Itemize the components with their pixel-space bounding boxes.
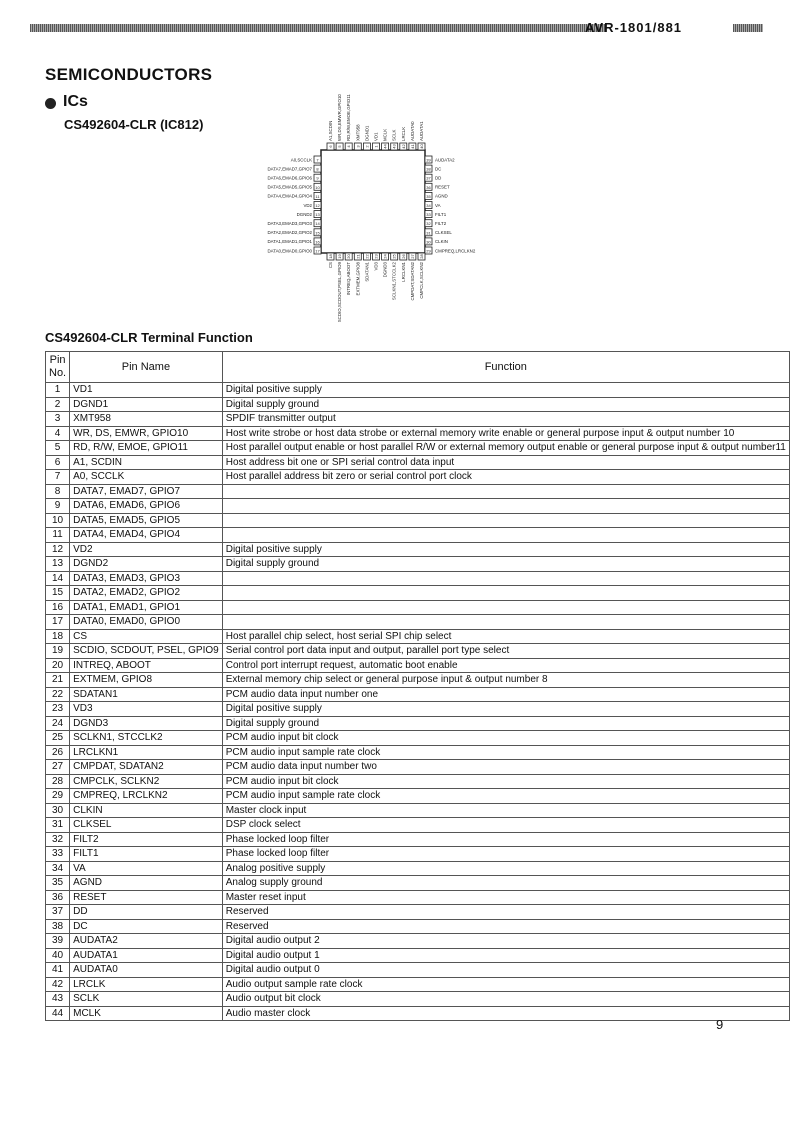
function-cell: Digital audio output 2 — [222, 934, 789, 949]
pin-name-cell: VD3 — [70, 702, 223, 717]
pin-number-cell: 23 — [46, 702, 70, 717]
pin-name-cell: CMPDAT, SDATAN2 — [70, 760, 223, 775]
function-cell: Digital audio output 1 — [222, 948, 789, 963]
pin-label: CMPDAT,SDATAN2 — [409, 262, 415, 301]
pin-number: 20 — [346, 254, 352, 259]
pin-name-cell: DC — [70, 919, 223, 934]
pin-label: CMPREQ,LRCLKN2 — [435, 248, 476, 254]
pin-name-cell: DD — [70, 905, 223, 920]
pin-number-cell: 7 — [46, 470, 70, 485]
pin-label: LRCLK — [400, 126, 406, 141]
header-rule-left — [30, 24, 605, 32]
pin-number-cell: 8 — [46, 484, 70, 499]
function-cell — [222, 484, 789, 499]
table-row — [46, 731, 790, 746]
pin-name-cell: LRCLK — [70, 977, 223, 992]
pin-label: RESET — [435, 184, 450, 190]
pin-label: DC — [435, 166, 442, 172]
table-row — [46, 412, 790, 427]
model-name: AVR-1801/881 — [585, 20, 683, 35]
pin-number: 31 — [426, 230, 431, 236]
table-row — [46, 383, 790, 398]
pin-label: DATA2,EMAD2,GPIO2 — [267, 230, 312, 236]
pin-number: 12 — [315, 203, 320, 208]
table-row — [46, 455, 790, 470]
pin-name-cell: DATA1, EMAD1, GPIO1 — [70, 600, 223, 615]
pin-name-cell: AUDATA2 — [70, 934, 223, 949]
pin-name-cell: DATA3, EMAD3, GPIO3 — [70, 571, 223, 586]
table-row — [46, 890, 790, 905]
pin-number-cell: 22 — [46, 687, 70, 702]
table-row — [46, 615, 790, 630]
pin-number-cell: 27 — [46, 760, 70, 775]
function-cell: Analog supply ground — [222, 876, 789, 891]
pin-name-cell: LRCLKN1 — [70, 745, 223, 760]
pin-name-cell: RD, R/W, EMOE, GPIO11 — [70, 441, 223, 456]
pin-number: 21 — [355, 254, 361, 259]
pin-label: MCLK — [382, 128, 388, 141]
header-rule-right — [733, 24, 763, 32]
pin-number-cell: 30 — [46, 803, 70, 818]
pin-name-cell: DATA7, EMAD7, GPIO7 — [70, 484, 223, 499]
function-cell: PCM audio input sample rate clock — [222, 789, 789, 804]
function-cell: PCM audio data input number one — [222, 687, 789, 702]
pin-number-cell: 34 — [46, 861, 70, 876]
pin-number-cell: 18 — [46, 629, 70, 644]
pin-label: DGND2 — [296, 211, 312, 217]
table-row — [46, 861, 790, 876]
table-row — [46, 716, 790, 731]
pin-name-cell: DATA0, EMAD0, GPIO0 — [70, 615, 223, 630]
header-pin-no-line1: Pin — [49, 354, 66, 366]
function-cell: DSP clock select — [222, 818, 789, 833]
table-row — [46, 789, 790, 804]
pin-name-cell: EXTMEM, GPIO8 — [70, 673, 223, 688]
pin-label: AUDATA0 — [409, 121, 415, 141]
table-row — [46, 644, 790, 659]
function-cell: Digital supply ground — [222, 716, 789, 731]
pin-number: 42 — [400, 144, 406, 149]
pin-number-cell: 24 — [46, 716, 70, 731]
function-cell: Host parallel chip select, host serial SPI chip select — [222, 629, 789, 644]
pin-number: 37 — [426, 175, 431, 181]
function-cell: Audio master clock — [222, 1006, 789, 1021]
pin-number-cell: 16 — [46, 600, 70, 615]
pin-label: SCLK — [391, 129, 397, 141]
pin-label: AUDATA1 — [419, 121, 424, 141]
pin-name-cell: DATA4, EMAD4, GPIO4 — [70, 528, 223, 543]
pin-label: INTREQ,ABOOT — [346, 262, 352, 296]
pin-name-cell: AUDATA0 — [70, 963, 223, 978]
pin-number-cell: 2 — [46, 397, 70, 412]
pin-label: VD1 — [373, 132, 379, 141]
pin-name-cell: VD1 — [70, 383, 223, 398]
table-row — [46, 905, 790, 920]
pin-number: 36 — [426, 184, 431, 190]
table-row — [46, 586, 790, 601]
pin-number: 32 — [426, 221, 431, 227]
table-row — [46, 426, 790, 441]
function-cell — [222, 528, 789, 543]
pin-name-cell: WR, DS, EMWR, GPIO10 — [70, 426, 223, 441]
pin-number: 17 — [315, 248, 320, 254]
pin-number-cell: 41 — [46, 963, 70, 978]
pin-number-cell: 26 — [46, 745, 70, 760]
function-cell: Control port interrupt request, automatic boot enable — [222, 658, 789, 673]
pin-label: DATA3,EMAD3,GPIO3 — [267, 221, 312, 226]
table-row — [46, 948, 790, 963]
pin-label: DD — [435, 175, 442, 181]
pin-label: DATA6,EMAD6,GPIO6 — [267, 175, 312, 181]
pin-number-cell: 15 — [46, 586, 70, 601]
pin-number: 8 — [316, 166, 319, 172]
pin-label: DATA4,EMAD4,GPIO4 — [267, 193, 312, 199]
table-row — [46, 470, 790, 485]
pin-number: 16 — [315, 239, 320, 245]
pin-number-cell: 12 — [46, 542, 70, 557]
pin-name-cell: DATA6, EMAD6, GPIO6 — [70, 499, 223, 514]
pin-number: 4 — [346, 145, 352, 148]
bullet-icon — [45, 98, 56, 109]
pin-number-cell: 1 — [46, 383, 70, 398]
pin-label: A1,SCDIN — [328, 120, 333, 141]
function-cell — [222, 586, 789, 601]
pin-number-cell: 20 — [46, 658, 70, 673]
pin-label: CLKSEL — [435, 230, 452, 236]
pin-label: CLKIN — [435, 239, 448, 245]
pin-number-cell: 25 — [46, 731, 70, 746]
function-cell: Analog positive supply — [222, 861, 789, 876]
table-row — [46, 803, 790, 818]
pin-label: DATA1,EMAD1,GPIO1 — [267, 239, 312, 245]
function-cell: Digital positive supply — [222, 702, 789, 717]
pin-label: XMT958 — [355, 124, 361, 141]
pin-label: VD2 — [303, 202, 312, 208]
pin-label: A0,SCCLK — [290, 157, 312, 163]
function-cell: Host parallel output enable or host parallel R/W or external memory output enable or general purpose input & output number11 — [222, 441, 789, 456]
pin-number: 18 — [328, 254, 333, 259]
pin-name-cell: DGND1 — [70, 397, 223, 412]
pin-number-cell: 17 — [46, 615, 70, 630]
pin-number-cell: 14 — [46, 571, 70, 586]
function-cell: Serial control port data input and output, parallel port type select — [222, 644, 789, 659]
pin-name-cell: INTREQ, ABOOT — [70, 658, 223, 673]
pin-name-cell: CLKSEL — [70, 818, 223, 833]
table-row — [46, 542, 790, 557]
pin-name-cell: DGND2 — [70, 557, 223, 572]
function-cell: Reserved — [222, 905, 789, 920]
pin-number: 25 — [391, 254, 397, 259]
pin-name-cell: CLKIN — [70, 803, 223, 818]
pin-name-cell: MCLK — [70, 1006, 223, 1021]
pin-name-cell: SCLKN1, STCCLK2 — [70, 731, 223, 746]
table-row — [46, 963, 790, 978]
function-cell: SPDIF transmitter output — [222, 412, 789, 427]
table-row — [46, 499, 790, 514]
pin-number-cell: 19 — [46, 644, 70, 659]
pin-number: 19 — [337, 254, 343, 259]
pin-number-cell: 6 — [46, 455, 70, 470]
function-cell: PCM audio input bit clock — [222, 774, 789, 789]
pin-number-cell: 11 — [46, 528, 70, 543]
pin-number: 40 — [419, 144, 424, 149]
pin-label: DGND3 — [382, 262, 388, 278]
pin-name-cell: CMPCLK, SCLKN2 — [70, 774, 223, 789]
terminal-function-table — [45, 351, 790, 1021]
table-row — [46, 441, 790, 456]
header-function: Function — [222, 352, 789, 383]
table-row — [46, 629, 790, 644]
function-cell: Host address bit one or SPI serial control data input — [222, 455, 789, 470]
pin-number-cell: 3 — [46, 412, 70, 427]
pin-label: WR,DS,EMWR,GPIO10 — [337, 94, 343, 141]
subsection-title: ICs — [63, 93, 88, 110]
pin-label: RD,R/W,EMOE,GPIO11 — [346, 94, 352, 141]
table-row — [46, 818, 790, 833]
pin-number-cell: 39 — [46, 934, 70, 949]
pin-name-cell: DATA5, EMAD5, GPIO5 — [70, 513, 223, 528]
function-cell — [222, 600, 789, 615]
pin-number-cell: 44 — [46, 1006, 70, 1021]
header-pin-name: Pin Name — [70, 352, 223, 383]
pin-label: FILT2 — [435, 221, 447, 226]
pin-number: 9 — [316, 175, 319, 181]
table-row — [46, 658, 790, 673]
pin-number: 34 — [426, 203, 431, 208]
pin-number: 6 — [328, 145, 333, 148]
pin-name-cell: DGND3 — [70, 716, 223, 731]
function-cell: Digital supply ground — [222, 397, 789, 412]
function-cell — [222, 571, 789, 586]
pin-number: 13 — [315, 212, 320, 218]
pin-label: SCDIO,SCDOUT,PSEL,GPIO9 — [337, 262, 343, 323]
pin-label: SCLKN1,STCCLK2 — [391, 262, 397, 301]
table-row — [46, 600, 790, 615]
function-cell — [222, 513, 789, 528]
pin-name-cell: AGND — [70, 876, 223, 891]
table-row — [46, 847, 790, 862]
table-row — [46, 513, 790, 528]
pin-number-cell: 9 — [46, 499, 70, 514]
function-cell — [222, 499, 789, 514]
ic-title: CS492604-CLR (IC812) — [64, 117, 204, 132]
function-cell: Audio output sample rate clock — [222, 977, 789, 992]
section-title: SEMICONDUCTORS — [45, 65, 213, 84]
function-cell: PCM audio input bit clock — [222, 731, 789, 746]
pin-number: 15 — [315, 230, 320, 236]
pin-label: LRCLKN1 — [400, 262, 406, 282]
function-cell: Host parallel address bit zero or serial control port clock — [222, 470, 789, 485]
pin-name-cell: A0, SCCLK — [70, 470, 223, 485]
pin-number: 38 — [426, 166, 431, 172]
pin-name-cell: CS — [70, 629, 223, 644]
pin-name-cell: AUDATA1 — [70, 948, 223, 963]
pin-name-cell: FILT1 — [70, 847, 223, 862]
pin-label: AGND — [435, 193, 448, 199]
table-row — [46, 760, 790, 775]
table-title: CS492604-CLR Terminal Function — [45, 330, 253, 345]
pin-number-cell: 42 — [46, 977, 70, 992]
pin-name-cell: SCDIO, SCDOUT, PSEL, GPIO9 — [70, 644, 223, 659]
pin-label: DATA5,EMAD5,GPIO5 — [267, 184, 312, 190]
pin-number-cell: 40 — [46, 948, 70, 963]
pin-number: 14 — [315, 221, 320, 227]
pin-label: DATA7,EMAD7,GPIO7 — [267, 166, 312, 172]
pin-label: DATA0,EMAD0,GPIO0 — [267, 248, 312, 254]
function-cell: Audio output bit clock — [222, 992, 789, 1007]
pin-number: 33 — [426, 212, 431, 218]
table-row — [46, 484, 790, 499]
function-cell: Phase locked loop filter — [222, 832, 789, 847]
pin-number: 30 — [426, 239, 431, 245]
table-header-row — [46, 352, 790, 383]
pin-number-cell: 5 — [46, 441, 70, 456]
pin-label: SDATAN1 — [364, 262, 370, 282]
pin-name-cell: CMPREQ, LRCLKN2 — [70, 789, 223, 804]
pin-number: 1 — [373, 145, 379, 148]
pin-number: 44 — [382, 144, 388, 149]
function-cell: PCM audio input sample rate clock — [222, 745, 789, 760]
table-row — [46, 774, 790, 789]
page-number: 9 — [716, 1017, 724, 1032]
pin-number: 10 — [315, 184, 320, 190]
pin-number-cell: 36 — [46, 890, 70, 905]
table-row — [46, 977, 790, 992]
pin-number-cell: 4 — [46, 426, 70, 441]
pin-name-cell: XMT958 — [70, 412, 223, 427]
function-cell: Master clock input — [222, 803, 789, 818]
pin-number-cell: 10 — [46, 513, 70, 528]
pin-label: VD3 — [373, 262, 379, 271]
pin-label: CMPCLK,SCLKN2 — [419, 262, 424, 299]
function-cell: External memory chip select or general purpose input & output number 8 — [222, 673, 789, 688]
pin-name-cell: SDATAN1 — [70, 687, 223, 702]
table-row — [46, 397, 790, 412]
pin-number-cell: 38 — [46, 919, 70, 934]
pin-number: 2 — [364, 145, 370, 148]
table-row — [46, 745, 790, 760]
pin-number: 28 — [419, 254, 424, 259]
ic-body — [321, 150, 425, 253]
function-cell: Phase locked loop filter — [222, 847, 789, 862]
pin-number-cell: 29 — [46, 789, 70, 804]
function-cell: Host write strobe or host data strobe or external memory write enable or general purpose input & output number 10 — [222, 426, 789, 441]
header-pin-no — [46, 352, 70, 383]
pin-number: 41 — [409, 144, 415, 149]
pin-name-cell: SCLK — [70, 992, 223, 1007]
pin-number: 26 — [400, 254, 406, 259]
pin-number: 5 — [337, 145, 343, 148]
function-cell: Reserved — [222, 919, 789, 934]
pin-number: 11 — [315, 193, 320, 199]
pin-number: 7 — [316, 157, 319, 163]
pin-number-cell: 32 — [46, 832, 70, 847]
function-cell: Master reset input — [222, 890, 789, 905]
table-row — [46, 528, 790, 543]
pin-number-cell: 13 — [46, 557, 70, 572]
pin-label: CS — [328, 262, 333, 269]
function-cell: Digital positive supply — [222, 383, 789, 398]
pin-number: 23 — [373, 254, 379, 259]
ic-pinout-diagram — [248, 85, 508, 337]
pin-number-cell: 37 — [46, 905, 70, 920]
pin-label: AUDATA2 — [435, 157, 455, 163]
table-row — [46, 571, 790, 586]
pin-name-cell: FILT2 — [70, 832, 223, 847]
function-cell: PCM audio data input number two — [222, 760, 789, 775]
pin-number-cell: 28 — [46, 774, 70, 789]
pin-number: 39 — [426, 157, 431, 163]
function-cell: Digital audio output 0 — [222, 963, 789, 978]
pin-name-cell: RESET — [70, 890, 223, 905]
table-row — [46, 934, 790, 949]
pin-label: VA — [435, 202, 441, 208]
table-row — [46, 1006, 790, 1021]
pin-number: 27 — [409, 254, 415, 259]
pin-number-cell: 31 — [46, 818, 70, 833]
pin-number-cell: 33 — [46, 847, 70, 862]
function-cell: Digital supply ground — [222, 557, 789, 572]
pin-number: 35 — [426, 193, 431, 199]
table-row — [46, 832, 790, 847]
pin-number-cell: 21 — [46, 673, 70, 688]
pin-label: FILT1 — [435, 211, 447, 217]
function-cell — [222, 615, 789, 630]
pin-number: 24 — [382, 254, 388, 259]
table-row — [46, 992, 790, 1007]
table-row — [46, 876, 790, 891]
table-row — [46, 919, 790, 934]
header-pin-no-line2: No. — [49, 367, 67, 379]
pin-name-cell: VA — [70, 861, 223, 876]
pin-label: DGND1 — [364, 125, 370, 141]
pin-name-cell: DATA2, EMAD2, GPIO2 — [70, 586, 223, 601]
table-row — [46, 557, 790, 572]
pin-number: 29 — [426, 248, 431, 254]
pin-number: 43 — [391, 144, 397, 149]
table-row — [46, 673, 790, 688]
pin-number: 22 — [364, 254, 370, 259]
pin-label: EXTMEM,GPIO8 — [355, 262, 361, 296]
function-cell: Digital positive supply — [222, 542, 789, 557]
pin-number: 3 — [355, 145, 361, 148]
pin-name-cell: A1, SCDIN — [70, 455, 223, 470]
pin-name-cell: VD2 — [70, 542, 223, 557]
table-row — [46, 702, 790, 717]
pin-number-cell: 43 — [46, 992, 70, 1007]
table-row — [46, 687, 790, 702]
pin-number-cell: 35 — [46, 876, 70, 891]
